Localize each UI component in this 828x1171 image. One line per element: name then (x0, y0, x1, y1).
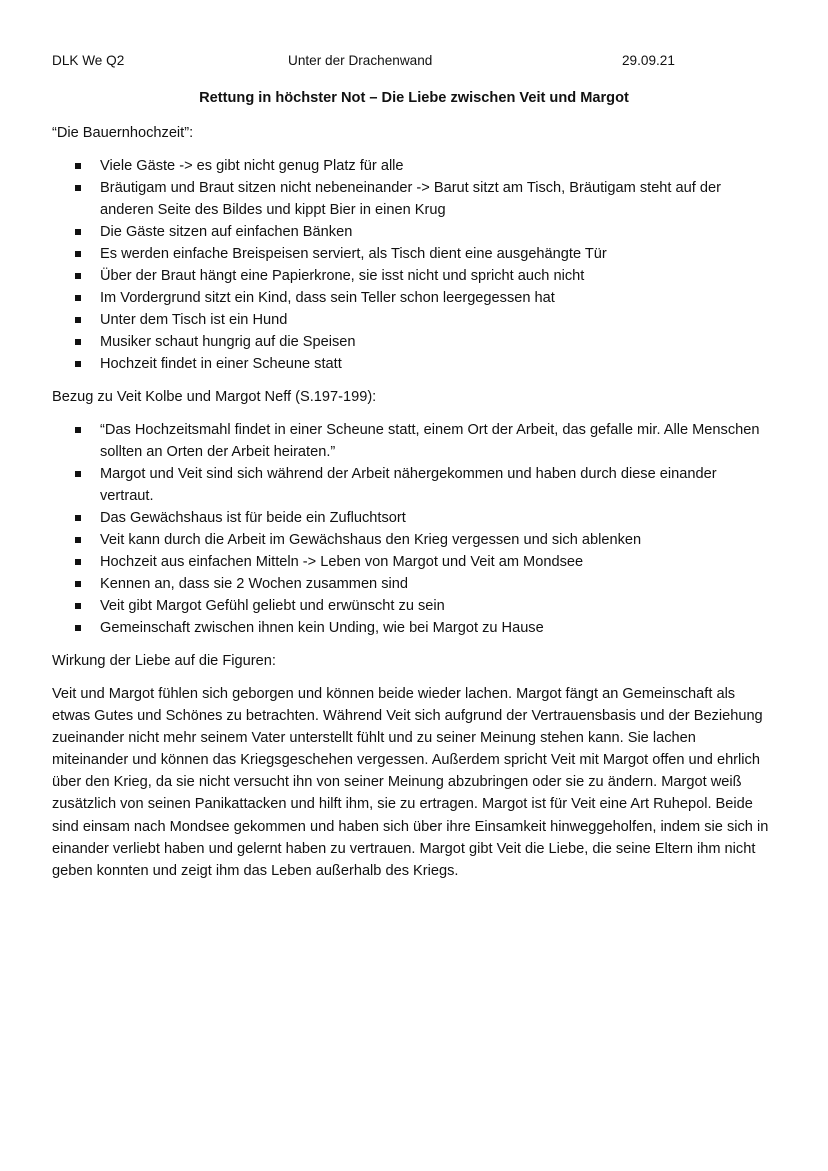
list-item: Hochzeit aus einfachen Mitteln -> Leben von Margot und Veit am Mondsee (52, 551, 772, 573)
document-body (52, 123, 772, 882)
list-item: Bräutigam und Braut sitzen nicht nebeneinander -> Barut sitzt am Tisch, Bräutigam steht auf der anderen Seite des Bildes und kippt Bier in einen Krug (52, 177, 772, 221)
list-item: Hochzeit findet in einer Scheune statt (52, 353, 772, 375)
section-label-wirkung: Wirkung der Liebe auf die Figuren: (52, 653, 276, 669)
section-label-bauernhochzeit: “Die Bauernhochzeit”: (52, 125, 194, 141)
list-item: Es werden einfache Breispeisen serviert, als Tisch dient eine ausgehängte Tür (52, 243, 772, 265)
section-label-bezug: Bezug zu Veit Kolbe und Margot Neff (S.197-199): (52, 389, 377, 405)
wirkung-paragraph: Veit und Margot fühlen sich geborgen und können beide wieder lachen. Margot fängt an Gemeinschaft als etwas Gutes und Schönes zu betrachten. Während Veit sich aufgrund der Vertrauensbasis und der Beziehung zueinander nicht mehr seinem Vater unterstellt fühlt und zu seiner Meinung stehen kann. Sie lachen miteinander und können das Kriegsgeschehen vergessen. Außerdem spricht Veit mit Margot offen und ehrlich über den Krieg, da sie nicht versucht ihn von seiner Meinung abzubringen oder sie zu ändern. Margot weiß zusätzlich von seinen Panikattacken und hilft ihm, sie zu ertragen. Margot ist für Veit eine Art Ruhepol. Beide sind einsam nach Mondsee gekommen und haben sich über ihre Einsamkeit hinweggeholfen, indem sie sich in einander verliebt haben und gelernt haben zu vertrauen. Margot gibt Veit die Liebe, die seine Eltern ihm nicht geben konnten und zeigt ihm das Leben außerhalb des Kriegs. (52, 686, 769, 879)
list-item: Veit gibt Margot Gefühl geliebt und erwünscht zu sein (52, 595, 772, 617)
bullet-list-bauernhochzeit (52, 155, 772, 375)
list-item: Viele Gäste -> es gibt nicht genug Platz für alle (52, 155, 772, 177)
list-item: Musiker schaut hungrig auf die Speisen (52, 331, 772, 353)
header-course: DLK We Q2 (52, 53, 125, 68)
list-item: Gemeinschaft zwischen ihnen kein Unding, wie bei Margot zu Hause (52, 617, 772, 639)
header-topic: Unter der Drachenwand (288, 53, 433, 68)
list-item: Veit kann durch die Arbeit im Gewächshaus den Krieg vergessen und sich ablenken (52, 529, 772, 551)
header-date: 29.09.21 (622, 53, 675, 68)
list-item: Über der Braut hängt eine Papierkrone, sie isst nicht und spricht auch nicht (52, 265, 772, 287)
document-title: Rettung in höchster Not – Die Liebe zwischen Veit und Margot (199, 90, 629, 106)
list-item: “Das Hochzeitsmahl findet in einer Scheune statt, einem Ort der Arbeit, das gefalle mir. Alle Menschen sollten an Orten der Arbeit heiraten.” (52, 419, 772, 463)
list-item: Die Gäste sitzen auf einfachen Bänken (52, 221, 772, 243)
bullet-list-bezug (52, 419, 772, 639)
list-item: Unter dem Tisch ist ein Hund (52, 309, 772, 331)
list-item: Margot und Veit sind sich während der Arbeit nähergekommen und haben durch diese einander vertraut. (52, 463, 772, 507)
list-item: Das Gewächshaus ist für beide ein Zufluchtsort (52, 507, 772, 529)
list-item: Kennen an, dass sie 2 Wochen zusammen sind (52, 573, 772, 595)
list-item: Im Vordergrund sitzt ein Kind, dass sein Teller schon leergegessen hat (52, 287, 772, 309)
page-header (52, 53, 678, 71)
